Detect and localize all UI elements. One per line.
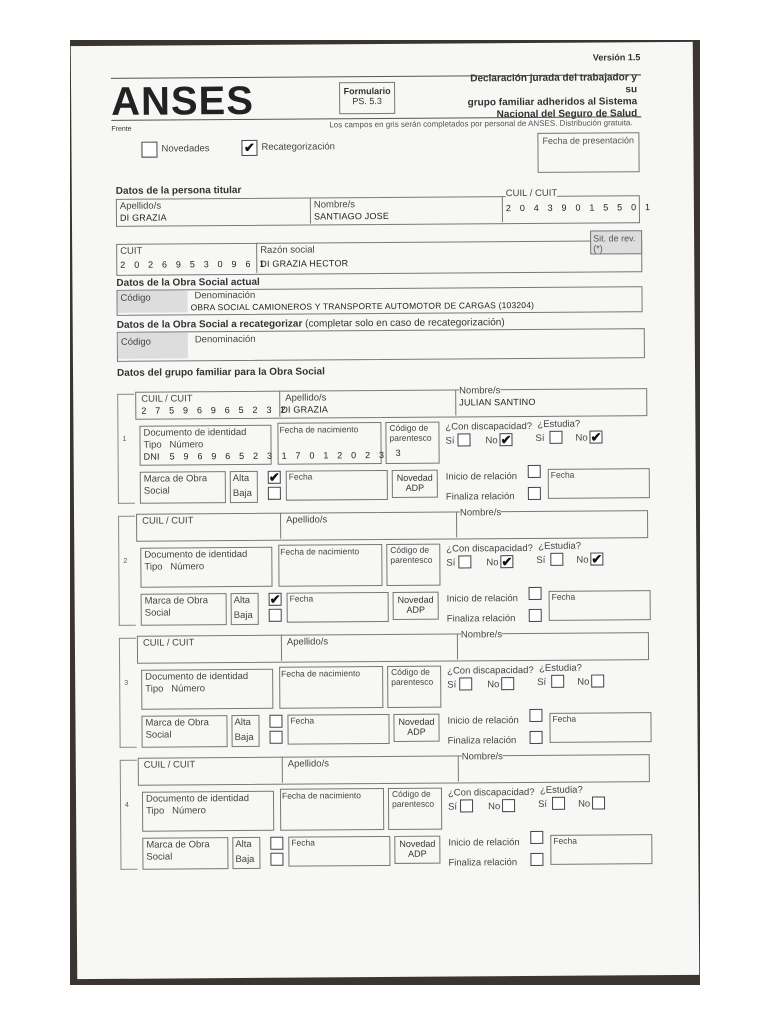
fecha-nac-label: Fecha de nacimiento: [279, 424, 359, 435]
version-label: Versión 1.5: [592, 52, 641, 63]
alta-checkbox[interactable]: [269, 715, 282, 728]
finaliza-relacion-label: Finaliza relación: [447, 735, 517, 747]
fecha-nac-label: Fecha de nacimiento: [281, 790, 361, 801]
marca-obra-label: [145, 595, 209, 619]
empleador-cuit[interactable]: 2 0 2 6 9 5 3 0 9 6 1: [120, 258, 268, 270]
fecha-label: Fecha: [290, 715, 315, 726]
cuil-label: CUIL / CUIT: [143, 759, 196, 771]
nombre-label: Nombre/s: [313, 199, 356, 211]
parentesco-label: parentesco: [390, 554, 433, 565]
estudia-label: ¿Estudia?: [537, 418, 581, 430]
cuil-label: CUIL / CUIT: [142, 637, 195, 649]
inicio-relacion-checkbox[interactable]: [529, 587, 542, 600]
fecha-nac-label: Fecha de nacimiento: [281, 668, 361, 679]
est-no-label: No: [576, 554, 589, 566]
documento-label: Documento de identidad: [145, 792, 250, 805]
codigo-parentesco-label: [390, 545, 432, 565]
obra-recat-note: (completar solo en caso de recategorización): [305, 317, 505, 330]
form-paper: [71, 42, 699, 979]
codigo-label: Código de: [391, 788, 431, 799]
anses-logo: ANSES: [110, 78, 255, 124]
member-id-box: [138, 754, 650, 786]
est-si-label: Sí: [536, 554, 546, 566]
parentesco-label: parentesco: [391, 676, 434, 687]
alta-checkbox[interactable]: [270, 837, 283, 850]
alta-label: Alta: [232, 472, 250, 485]
novedades-label: Novedades: [161, 143, 210, 155]
inicio-relacion-label: Inicio de relación: [447, 715, 519, 727]
apellido-label: Apellido/s: [119, 200, 162, 212]
fecha-label: Fecha: [291, 837, 315, 848]
est-no-checkbox[interactable]: [591, 674, 604, 687]
divider: [256, 243, 257, 273]
marca-line-1: Marca de Obra: [143, 473, 208, 485]
disc-no-label: No: [485, 435, 498, 447]
alta-label: Alta: [235, 838, 252, 851]
disc-no-label: No: [486, 557, 499, 569]
est-si-label: Sí: [538, 798, 548, 810]
marca-line-2: Social: [145, 729, 172, 741]
tipo-label: Tipo: [144, 561, 163, 573]
grupo-section-title: Datos del grupo familiar para la Obra Social: [116, 366, 325, 379]
est-si-label: Sí: [537, 676, 547, 688]
nombre-label: Nombre/s: [459, 507, 502, 519]
divider: [502, 196, 503, 222]
codigo-parentesco-label: [392, 789, 434, 809]
form-code: PS. 5.3: [352, 96, 382, 107]
codigo-parentesco-label: [391, 667, 433, 687]
marca-obra-label: [144, 473, 208, 497]
alta-label: Alta: [233, 594, 251, 607]
finaliza-relacion-label: Finaliza relación: [448, 857, 518, 869]
member-apellido[interactable]: DI GRAZIA: [281, 404, 329, 415]
titular-section-title: Datos de la persona titular: [115, 184, 242, 197]
discapacidad-label: ¿Con discapacidad?: [445, 420, 533, 433]
baja-checkbox[interactable]: [269, 609, 282, 622]
novedad-label: Novedad: [398, 716, 435, 727]
marca-line-2: Social: [143, 485, 170, 497]
codigo-parentesco-label: [389, 423, 431, 443]
divider: [310, 198, 311, 224]
codigo-label: Código de: [389, 422, 429, 433]
finaliza-relacion-checkbox[interactable]: [529, 609, 542, 622]
inicio-relacion-checkbox[interactable]: [530, 831, 543, 844]
baja-checkbox[interactable]: [268, 487, 281, 500]
est-no-checkbox[interactable]: ✔: [591, 551, 603, 567]
sit-rev-box: [590, 230, 642, 254]
cuil-label: CUIL / CUIT: [142, 515, 194, 527]
disc-si-label: Sí: [447, 679, 457, 691]
novedades-checkbox[interactable]: [141, 142, 157, 158]
documento-label: Documento de identidad: [144, 548, 248, 561]
apellido-label: Apellido/s: [286, 514, 328, 526]
tipo-label: Tipo: [143, 439, 162, 451]
tipo-label: Tipo: [145, 683, 164, 695]
numero-label: Número: [172, 805, 206, 817]
title-line-1: Declaración jurada del trabajador y su: [470, 72, 638, 96]
marca-line-2: Social: [144, 607, 171, 619]
finaliza-relacion-label: Finaliza relación: [445, 491, 515, 503]
tipo-label: Tipo: [146, 805, 165, 817]
marca-obra-label: [146, 839, 210, 863]
disc-no-checkbox[interactable]: [502, 799, 515, 812]
titular-nombre[interactable]: SANTIAGO JOSE: [313, 210, 390, 222]
obra-actual-title: Datos de la Obra Social actual: [116, 276, 260, 289]
disc-no-checkbox[interactable]: [501, 677, 514, 690]
fecha-label: Fecha: [551, 591, 576, 602]
adp-label: ADP: [408, 848, 427, 859]
empleador-box: [116, 240, 642, 276]
marca-obra-label: [145, 717, 209, 741]
gray-fields-note: Los campos en gris serán completados por personal de ANSES. Distribución gratuita.: [329, 118, 633, 130]
est-no-label: No: [575, 432, 588, 444]
title-line-3: Nacional del Seguro de Salud: [496, 108, 638, 121]
side-label: Frente: [111, 125, 132, 133]
adp-label: ADP: [406, 604, 425, 615]
numero-label: Número: [171, 683, 206, 695]
disc-si-checkbox[interactable]: [460, 799, 473, 812]
denominacion-label: Denominación: [194, 289, 256, 302]
titular-cuil[interactable]: 2 0 4 3 9 0 1 5 5 0 1: [505, 202, 654, 214]
baja-checkbox[interactable]: [270, 731, 283, 744]
member-parentesco[interactable]: 3: [395, 447, 401, 458]
inicio-relacion-label: Inicio de relación: [445, 471, 518, 483]
title-line-2: grupo familiar adheridos al Sistema: [467, 96, 638, 109]
member-number: 4: [125, 801, 129, 809]
member-number: 1: [122, 435, 127, 443]
discapacidad-label: ¿Con discapacidad?: [447, 786, 535, 799]
member-nombre[interactable]: JULIAN SANTINO: [459, 396, 536, 408]
parentesco-label: parentesco: [389, 432, 432, 443]
numero-label: Número: [170, 561, 205, 573]
member-id-box: [137, 632, 649, 664]
fecha-label: Fecha: [289, 593, 314, 604]
estudia-label: ¿Estudia?: [539, 784, 583, 796]
denominacion-label: Denominación: [194, 333, 256, 346]
disc-no-checkbox[interactable]: ✔: [501, 554, 513, 570]
baja-label: Baja: [235, 853, 255, 866]
disc-no-label: No: [487, 679, 500, 691]
fecha-presentacion-label: Fecha de presentación: [542, 135, 635, 146]
disc-si-label: Sí: [448, 801, 458, 813]
discapacidad-label: ¿Con discapacidad?: [447, 664, 534, 677]
novedad-adp-box: [394, 836, 440, 864]
disc-no-label: No: [488, 801, 501, 813]
disc-si-label: Sí: [446, 557, 456, 569]
est-si-checkbox[interactable]: [552, 797, 565, 810]
fecha-label: Fecha: [550, 469, 575, 480]
fecha-label: Fecha: [553, 835, 577, 846]
cuit-label: CUIT: [120, 245, 143, 257]
nombre-label: Nombre/s: [461, 751, 503, 763]
est-no-checkbox[interactable]: ✔: [590, 429, 602, 445]
novedad-label: Novedad: [399, 838, 436, 849]
est-si-checkbox[interactable]: [549, 431, 562, 444]
titular-apellido[interactable]: DI GRAZIA: [119, 212, 167, 223]
form-title: [459, 72, 637, 121]
obra-actual-denominacion[interactable]: OBRA SOCIAL CAMIONEROS Y TRANSPORTE AUTOMOTOR DE CARGAS (103204): [190, 299, 535, 313]
alta-checkbox[interactable]: ✔: [268, 469, 280, 485]
parentesco-label: parentesco: [392, 798, 435, 809]
codigo-label: Código: [120, 336, 151, 348]
disc-si-label: Sí: [445, 435, 455, 447]
alta-checkbox[interactable]: ✔: [269, 591, 281, 607]
novedad-label: Novedad: [397, 594, 434, 605]
member-id-box: [136, 510, 648, 542]
disc-si-checkbox[interactable]: [458, 555, 471, 568]
fecha-label: Fecha: [552, 713, 577, 724]
discapacidad-label: ¿Con discapacidad?: [446, 542, 533, 555]
novedad-adp-box: [392, 470, 438, 498]
est-si-checkbox[interactable]: [550, 553, 563, 566]
cuil-label: CUIL / CUIT: [141, 393, 193, 405]
documento-label: Documento de identidad: [143, 426, 247, 439]
finaliza-relacion-checkbox[interactable]: [528, 487, 541, 500]
marca-line-1: Marca de Obra: [146, 839, 210, 851]
member-tipo-doc[interactable]: DNI: [143, 451, 160, 462]
disc-no-checkbox[interactable]: ✔: [500, 432, 512, 448]
est-no-label: No: [578, 798, 591, 810]
member-number: 2: [123, 557, 128, 565]
recategorizacion-label: Recategorización: [261, 141, 335, 153]
sit-rev-label: Sit. de rev. (*): [593, 233, 636, 254]
baja-checkbox[interactable]: [270, 853, 283, 866]
obra-recat-title-text: Datos de la Obra Social a recategorizar: [116, 318, 303, 331]
finaliza-relacion-label: Finaliza relación: [446, 613, 516, 625]
form-code-box: [339, 82, 395, 114]
recategorizacion-checkbox[interactable]: ✔: [241, 140, 257, 156]
member-number: 3: [124, 679, 129, 687]
marca-line-2: Social: [146, 851, 173, 863]
codigo-label: Código de: [391, 666, 430, 677]
inicio-relacion-label: Inicio de relación: [446, 593, 518, 605]
finaliza-relacion-checkbox[interactable]: [530, 853, 543, 866]
disc-si-checkbox[interactable]: [459, 677, 472, 690]
est-no-label: No: [577, 676, 590, 688]
baja-label: Baja: [234, 731, 254, 744]
cuil-label: CUIL / CUIT: [505, 187, 558, 200]
inicio-relacion-label: Inicio de relación: [448, 837, 520, 849]
numero-label: Número: [169, 439, 204, 451]
member-cuil[interactable]: 2 7 5 9 6 9 6 5 2 3 2: [141, 404, 289, 416]
marca-line-1: Marca de Obra: [145, 717, 209, 729]
nombre-label: Nombre/s: [459, 385, 501, 397]
novedad-label: Novedad: [396, 472, 433, 483]
finaliza-relacion-checkbox[interactable]: [530, 731, 543, 744]
alta-label: Alta: [234, 716, 251, 729]
fecha-nac-label: Fecha de nacimiento: [280, 546, 360, 557]
est-si-checkbox[interactable]: [551, 675, 564, 688]
inicio-relacion-checkbox[interactable]: [528, 465, 541, 478]
estudia-label: ¿Estudia?: [539, 662, 582, 674]
member-numero-doc[interactable]: 5 9 6 9 6 5 2 3: [169, 450, 276, 462]
form-label: Formulario: [343, 85, 391, 97]
adp-label: ADP: [405, 482, 425, 493]
novedad-adp-box: [393, 592, 439, 620]
documento-label: Documento de identidad: [145, 670, 249, 683]
est-no-checkbox[interactable]: [592, 796, 605, 809]
razon-social-label: Razón social: [260, 244, 315, 256]
baja-label: Baja: [233, 609, 253, 622]
marca-line-1: Marca de Obra: [144, 595, 209, 607]
apellido-label: Apellido/s: [287, 758, 330, 770]
inicio-relacion-checkbox[interactable]: [529, 709, 542, 722]
adp-label: ADP: [407, 726, 426, 737]
baja-label: Baja: [232, 487, 252, 500]
nombre-label: Nombre/s: [460, 629, 503, 641]
fecha-label: Fecha: [288, 471, 313, 482]
apellido-label: Apellido/s: [286, 636, 329, 648]
member-fecha-nac[interactable]: 1 7 0 1 2 0 2 3: [281, 449, 388, 461]
estudia-label: ¿Estudia?: [538, 540, 582, 552]
novedad-adp-box: [393, 714, 439, 742]
est-si-label: Sí: [535, 432, 545, 444]
fecha-presentacion-box: [537, 132, 639, 173]
razon-social[interactable]: DI GRAZIA HECTOR: [260, 258, 349, 269]
codigo-label: Código: [120, 292, 151, 304]
apellido-label: Apellido/s: [285, 392, 327, 404]
disc-si-checkbox[interactable]: [457, 433, 470, 446]
codigo-label: Código de: [390, 544, 430, 555]
